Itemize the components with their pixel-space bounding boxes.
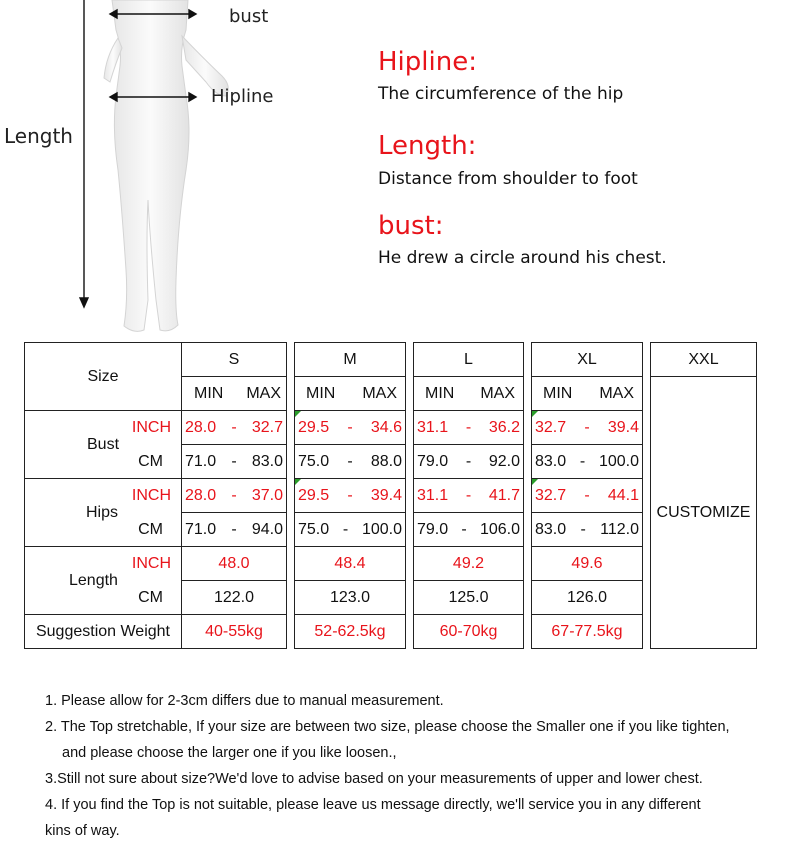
length-cm-xl: 126.0 bbox=[532, 581, 643, 615]
weight-m: 52-62.5kg bbox=[295, 615, 406, 649]
hips-inch-xl: 32.7 - 44.1 bbox=[532, 479, 643, 513]
unit-cm-label: CM bbox=[138, 521, 163, 538]
bust-definition-text: He drew a circle around his chest. bbox=[378, 248, 667, 268]
table-row bbox=[25, 343, 757, 377]
hips-inch-s: 28.0 - 37.0 bbox=[182, 479, 287, 513]
bust-inch-m: 29.5 - 34.6 bbox=[295, 411, 406, 445]
note-1: 1. Please allow for 2-3cm differs due to manual measurement. bbox=[45, 693, 444, 709]
bust-cm-s: 71.0 - 83.0 bbox=[182, 445, 287, 479]
size-notes bbox=[45, 688, 785, 844]
minmax-cell: MIN MAX bbox=[182, 377, 287, 411]
hips-inch-l: 31.1 - 41.7 bbox=[414, 479, 524, 513]
size-xl-header: XL bbox=[532, 343, 643, 377]
bust-cm-m: 75.0 - 88.0 bbox=[295, 445, 406, 479]
weight-s: 40-55kg bbox=[182, 615, 287, 649]
bust-inch-s: 28.0 - 32.7 bbox=[182, 411, 287, 445]
unit-inch-label: INCH bbox=[131, 555, 171, 572]
length-label: Length bbox=[4, 124, 73, 148]
unit-cm-label: CM bbox=[138, 589, 163, 606]
length-cm-l: 125.0 bbox=[414, 581, 524, 615]
size-s-header: S bbox=[182, 343, 287, 377]
note-4-continued: kins of way. bbox=[45, 823, 120, 839]
minmax-cell: MIN MAX bbox=[414, 377, 524, 411]
minmax-cell: MIN MAX bbox=[532, 377, 643, 411]
mannequin-body bbox=[104, 0, 228, 331]
size-header-cell: Size bbox=[25, 343, 182, 411]
hips-inch-m: 29.5 - 39.4 bbox=[295, 479, 406, 513]
bust-inch-xl: 32.7 - 39.4 bbox=[532, 411, 643, 445]
hips-cm-l: 79.0 - 106.0 bbox=[414, 513, 524, 547]
weight-label-cell: Suggestion Weight bbox=[25, 615, 182, 649]
size-m-header: M bbox=[295, 343, 406, 377]
size-chart-table bbox=[24, 342, 757, 649]
hips-row-label: Hips bbox=[86, 504, 119, 521]
length-arrow bbox=[80, 0, 88, 307]
weight-l: 60-70kg bbox=[414, 615, 524, 649]
customize-cell: CUSTOMIZE bbox=[651, 377, 757, 649]
minmax-cell: MIN MAX bbox=[295, 377, 406, 411]
measurement-figure bbox=[0, 0, 360, 340]
bust-row-label: Bust bbox=[87, 436, 120, 453]
bust-label-cell bbox=[25, 411, 182, 479]
size-l-header: L bbox=[414, 343, 524, 377]
size-xxl-header: XXL bbox=[651, 343, 757, 377]
unit-inch-label: INCH bbox=[131, 419, 171, 436]
bust-cm-xl: 83.0 - 100.0 bbox=[532, 445, 643, 479]
body-silhouette-illustration bbox=[0, 0, 360, 340]
note-2-continued: and please choose the larger one if you like loosen., bbox=[62, 745, 397, 761]
hips-cm-s: 71.0 - 94.0 bbox=[182, 513, 287, 547]
length-inch-s: 48.0 bbox=[182, 547, 287, 581]
bust-inch-l: 31.1 - 36.2 bbox=[414, 411, 524, 445]
length-cm-m: 123.0 bbox=[295, 581, 406, 615]
unit-cm-label: CM bbox=[138, 453, 163, 470]
length-inch-l: 49.2 bbox=[414, 547, 524, 581]
hips-cm-m: 75.0 - 100.0 bbox=[295, 513, 406, 547]
unit-inch-label: INCH bbox=[131, 487, 171, 504]
length-label-cell bbox=[25, 547, 182, 615]
length-row-label: Length bbox=[69, 572, 118, 589]
hips-label-cell bbox=[25, 479, 182, 547]
hipline-definition-text: The circumference of the hip bbox=[378, 84, 624, 104]
length-inch-xl: 49.6 bbox=[532, 547, 643, 581]
hipline-definition-title: Hipline: bbox=[378, 47, 477, 77]
length-cm-s: 122.0 bbox=[182, 581, 287, 615]
bust-definition-title: bust: bbox=[378, 211, 444, 241]
length-definition-text: Distance from shoulder to foot bbox=[378, 169, 638, 189]
length-definition-title: Length: bbox=[378, 131, 477, 161]
note-4: 4. If you find the Top is not suitable, please leave us message directly, we'll service you in any different bbox=[45, 797, 701, 813]
bust-label: bust bbox=[229, 6, 269, 27]
note-3: 3.Still not sure about size?We'd love to advise based on your measurements of upper and lower chest. bbox=[45, 771, 703, 787]
weight-xl: 67-77.5kg bbox=[532, 615, 643, 649]
bust-cm-l: 79.0 - 92.0 bbox=[414, 445, 524, 479]
hipline-label: Hipline bbox=[211, 86, 274, 107]
length-inch-m: 48.4 bbox=[295, 547, 406, 581]
hips-cm-xl: 83.0 - 112.0 bbox=[532, 513, 643, 547]
note-2: 2. The Top stretchable, If your size are between two size, please choose the Smaller one if you like tighten, bbox=[45, 719, 730, 735]
